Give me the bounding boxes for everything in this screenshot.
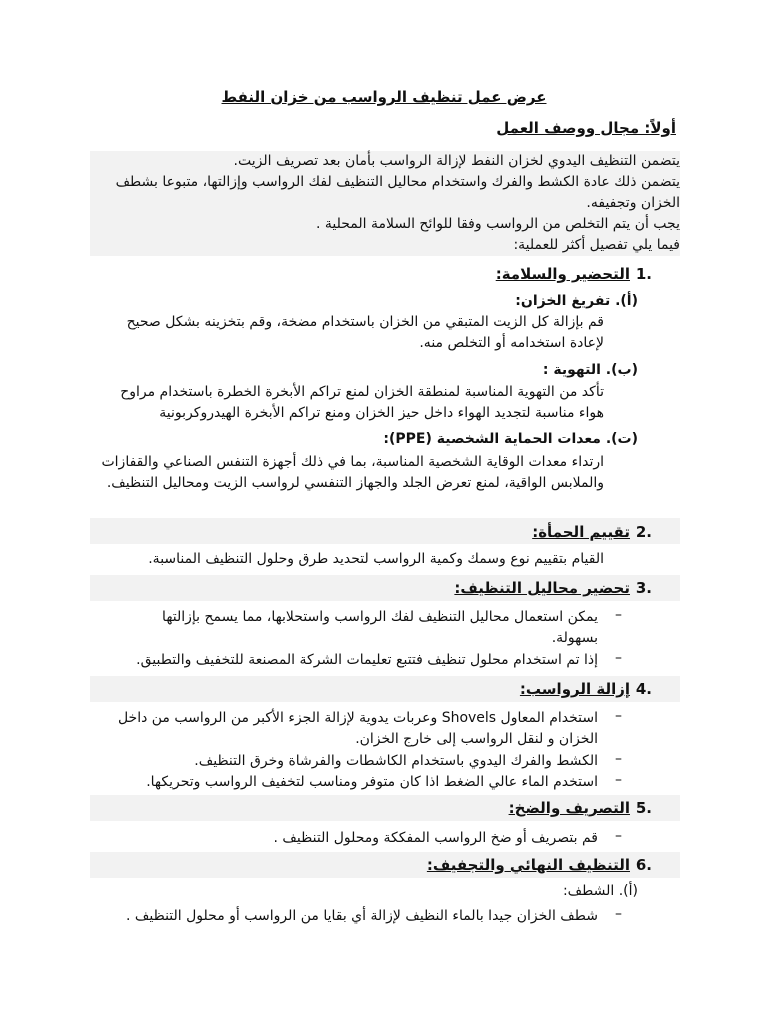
section-title: تقييم الحمأة: — [532, 523, 630, 541]
intro-block — [90, 151, 680, 256]
list-item: شطف الخزان جيدا بالماء النظيف لإزالة أي بقايا من الرواسب أو محلول التنظيف . — [125, 908, 598, 924]
section-number: .5 — [635, 799, 652, 817]
list-item: استخدم الماء عالي الضغط اذا كان متوفر ومناسب لتخفيف الرواسب وتحريكها. — [146, 774, 598, 790]
section-number: .3 — [635, 579, 652, 597]
list-item: استخدام المعاول Shovels وعربات يدوية لإزالة الجزء الأكبر من الرواسب من داخل الخزان و لنقل الرواسب إلى خارج الخزان. — [117, 710, 598, 747]
section-number: .6 — [635, 856, 652, 874]
subsection-text: قم بإزالة كل الزيت المتبقي من الخزان باستخدام مضخة، وقم بتخزينه بشكل صحيح لإعادة استخدامه أو التخلص منه. — [126, 314, 604, 351]
list-item: إذا تم استخدام محلول تنظيف فتتبع تعليمات الشركة المصنعة للتخفيف والتطبيق. — [136, 652, 598, 668]
section-title: التحضير والسلامة: — [495, 265, 630, 283]
subsection-label: (أ). الشطف: — [562, 883, 638, 899]
list-dash: – — [615, 751, 622, 767]
document-title: عرض عمل تنظيف الرواسب من خزان النفط — [221, 88, 547, 106]
subsection-text: تأكد من التهوية المناسبة لمنطقة الخزان لمنع تراكم الأبخرة الخطرة باستخدام مراوح هواء مناسبة لتجديد الهواء داخل حيز الخزان ومنع تراكم الأبخرة الهيدروكربونية — [120, 384, 604, 421]
intro-line: يجب أن يتم التخلص من الرواسب وفقا للوائح السلامة المحلية . — [315, 216, 680, 232]
list-item: يمكن استعمال محاليل التنظيف لفك الرواسب واستحلابها، مما يسمح بإزالتها بسهولة. — [162, 609, 598, 646]
subsection-label: (أ). تفريغ الخزان: — [515, 293, 638, 309]
section-title: تحضير محاليل التنظيف: — [454, 579, 630, 597]
subsection-label: (ت). معدات الحماية الشخصية (PPE): — [383, 431, 638, 447]
subsection-text: ارتداء معدات الوقاية الشخصية المناسبة، بما في ذلك أجهزة التنفس الصناعي والقفازات والملابس الواقية، لمنع تعرض الجلد والجهاز التنفسي لرواسب الزيت ومحاليل التنظيف. — [101, 454, 604, 491]
section-number: .1 — [635, 265, 652, 283]
list-item: قم بتصريف أو ضخ الرواسب المفككة ومحلول التنظيف . — [273, 830, 598, 846]
list-item: الكشط والفرك اليدوي باستخدام الكاشطات والفرشاة وخرق التنظيف. — [194, 753, 598, 769]
list-dash: – — [615, 772, 622, 788]
list-dash: – — [615, 607, 622, 623]
scope-heading: أولاً: مجال ووصف العمل — [496, 119, 676, 137]
section-title: التصريف والضخ: — [508, 799, 630, 817]
intro-line: يتضمن التنظيف اليدوي لخزان النفط لإزالة الرواسب بأمان بعد تصريف الزيت. — [233, 153, 680, 169]
intro-line: فيما يلي تفصيل أكثر للعملية: — [513, 237, 680, 253]
list-dash: – — [615, 828, 622, 844]
section-title: التنظيف النهائي والتجفيف: — [426, 856, 630, 874]
list-dash: – — [615, 906, 622, 922]
subsection-label: (ب). التهوية : — [542, 362, 638, 378]
section-number: .2 — [635, 523, 652, 541]
section-title: إزالة الرواسب: — [519, 680, 630, 698]
list-dash: – — [615, 708, 622, 724]
section-number: .4 — [635, 680, 652, 698]
section-text: القيام بتقييم نوع وسمك وكمية الرواسب لتحديد طرق وحلول التنظيف المناسبة. — [148, 551, 604, 567]
list-dash: – — [615, 650, 622, 666]
intro-line: يتضمن ذلك عادة الكشط والفرك واستخدام محاليل التنظيف لفك الرواسب وإزالتها، متبوعا بشطف الخزان وتجفيفه. — [115, 174, 680, 211]
